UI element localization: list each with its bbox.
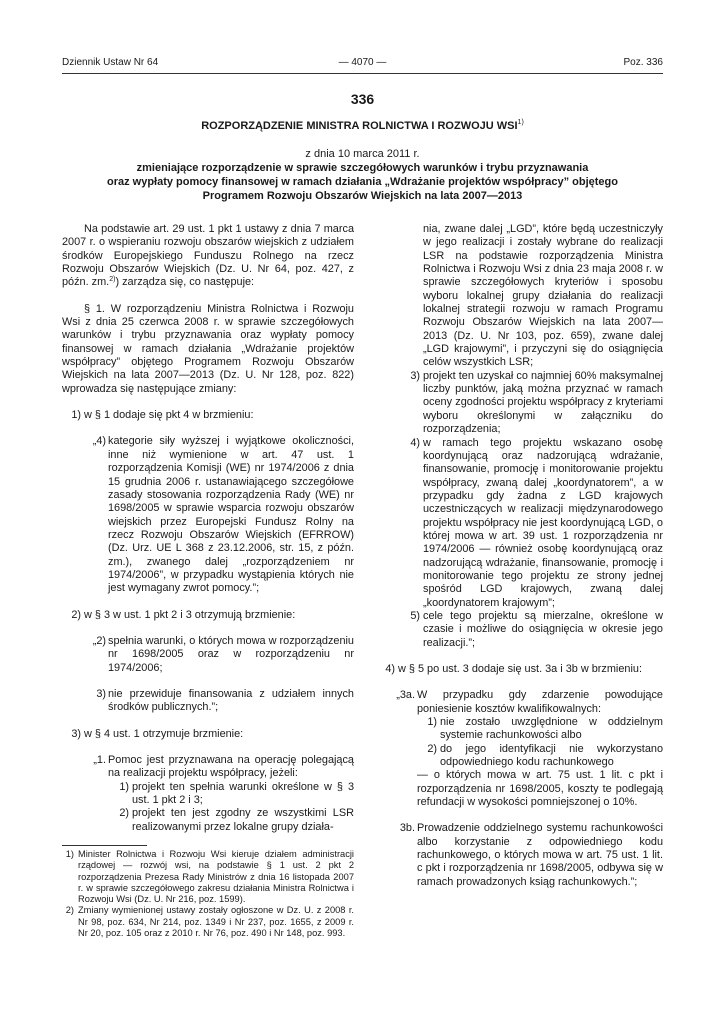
footnotes (62, 849, 354, 939)
list-item-continuation: nia, zwane dalej „LGD”, które będą uczestniczyły w jego realizacji i zostały wybrane do realizacji LSR na podstawie rozporządzenia Ministra Rolnictwa i Rozwoju Wsi z dnia 23 maja 2008 r. w sprawie szczegółowych kryteriów i sposobu wyboru lokalnej grupy działania do realizacji lokalnej strategii rozwoju w ramach Programu Rozwoju Obszarów Wiejskich na lata 2007—2013 (Dz. U. Nr 103, poz. 659), zwane dalej „LGD krajowymi”, i przyczyni się do osiągnięcia celów wszystkich LSR; (423, 223, 663, 369)
right-column (376, 223, 663, 889)
list-item: 3) nie przewiduje finansowania z udziałem innych środków publicznych.”; (96, 687, 354, 714)
regulation-date: z dnia 10 marca 2011 r. (305, 148, 420, 160)
page-number: — 4070 — (338, 57, 387, 68)
left-column (62, 223, 354, 834)
footnote-1: 1) Minister Rolnictwa i Rozwoju Wsi kieruje działem administracji rządowej — rozwój wsi, na podstawie § 1 ust. 2 pkt 2 rozporządzenia Prezesa Rady Ministrów z dnia 16 listopada 2007 r. w sprawie szczegółowego zakresu działania Ministra Rolnictwa i Rozwoju Wsi (Dz. U. Nr 216, poz. 1599). (65, 849, 354, 905)
list-item: 4) w § 5 po ust. 3 dodaje się ust. 3a i 3b w brzmieniu: (385, 663, 642, 675)
list-item: 2) do jego identyfikacji nie wykorzystano odpowiedniego kodu rachunkowego (427, 742, 663, 769)
list-item: 1) nie zostało uwzględnione w oddzielnym systemie rachunkowości albo (427, 716, 663, 742)
list-item-tail: — o których mowa w art. 75 ust. 1 lit. c pkt i rozporządzenia nr 1698/2005, koszty te podlegają refundacji w wysokości pomniejszonej o 10%. (417, 769, 663, 809)
regulation-subject: zmieniające rozporządzenie w sprawie szczegółowych warunków i trybu przyznawania oraz wypłaty pomocy finansowej w ramach działania „Wdrażanie projektów współpracy” objętego Programem Rozwoju Obszarów Wiejskich na lata 2007—2013 (106, 162, 618, 202)
list-item: 2) w § 3 w ust. 1 pkt 2 i 3 otrzymują brzmienie: (71, 608, 296, 621)
header-rule (62, 73, 663, 74)
list-item: „2) spełnia warunki, o których mowa w rozporządzeniu nr 1698/2005 oraz w rozporządzeniu nr 1974/2006; (92, 634, 354, 674)
list-item: „1. Pomoc jest przyznawana na operację polegającą na realizacji projektu współpracy, jeżeli: (93, 754, 354, 780)
footnote-ref-2[interactable]: 2) (109, 276, 116, 284)
footnote-2: 2) Zmiany wymienionej ustawy zostały ogłoszone w Dz. U. z 2008 r. Nr 98, poz. 634, Nr 214, poz. 1349 i Nr 237, poz. 1655, z 2009 r. Nr 20, poz. 105 oraz z 2010 r. Nr 76, poz. 490 i Nr 148, poz. 993. (65, 905, 354, 939)
list-item: 4) w ramach tego projektu wskazano osobę koordynującą oraz nadzorującą wdrażanie, finansowanie, promocję i monitorowanie projektu współpracy, zwaną dalej „koordynatorem”, a w przypadku gdy żadna z LGD krajowych uczestniczących w realizacji międzynarodowego projektu współpracy nie jest koordynującą LGD, o której mowa w art. 39 ust. 1 rozporządzenia nr 1974/2006 — również osobę koordynującą oraz nadzorującą wdrażanie, finansowanie, promocję i monitorowanie tego projektu ze strony jednej spośród LGD krajowych, zwaną dalej „koordynatorem krajowym”; (410, 436, 663, 609)
list-item: 3b. Prowadzenie oddzielnego systemu rachunkowości albo korzystanie z odpowiedniego kodu rachunkowego, o których mowa w art. 75 ust. 1 lit. c pkt i rozporządzenia nr 1698/2005, odbywa się w ramach prowadzonych ksiąg rachunkowych.”; (399, 822, 663, 888)
list-item: „3a. W przypadku gdy zdarzenie powodujące poniesienie kosztów kwalifikowalnych: (396, 689, 663, 715)
position-ref: Poz. 336 (623, 57, 663, 68)
footnote-rule (62, 845, 147, 846)
paragraph-1: § 1. W rozporządzeniu Ministra Rolnictwa i Rozwoju Wsi z dnia 25 czerwca 2008 r. w sprawie szczegółowych warunków i trybu przyznawania oraz wypłaty pomocy finansowej w ramach działania „Wdrażanie projektów współpracy” objętego Programem Rozwoju Obszarów Wiejskich na lata 2007—2013 (Dz. U. Nr 128, poz. 822) wprowadza się następujące zmiany: (62, 302, 354, 395)
list-item: 1) w § 1 dodaje się pkt 4 w brzmieniu: (71, 409, 254, 422)
list-item: 1) projekt ten spełnia warunki określone w § 3 ust. 1 pkt 2 i 3; (119, 780, 354, 807)
list-item: „4) kategorie siły wyższej i wyjątkowe okoliczności, inne niż wymienione w art. 47 ust. 1 rozporządzenia Komisji (WE) nr 1974/2006 z dnia 15 grudnia 2006 r. ustanawiającego szczegółowe zasady stosowania rozporządzenia Rady (WE) nr 1698/2005 w sprawie wsparcia rozwoju obszarów wiejskich przez Europejski Fundusz Rolny na rzecz Rozwoju Obszarów Wiejskich (EFRROW) (Dz. Urz. UE L 368 z 23.12.2006, str. 15, z późn. zm.), zwanego dalej „rozporządzeniem nr 1974/2006”, w przypadku wystąpienia których nie jest wymagany zwrot pomocy.”; (92, 435, 354, 595)
position-number: 336 (350, 91, 375, 107)
preamble: Na podstawie art. 29 ust. 1 pkt 1 ustawy z dnia 7 marca 2007 r. o wspieraniu rozwoju obszarów wiejskich z udziałem środków Europejskiego Funduszu Rolnego na rzecz Rozwoju Obszarów Wiejskich (Dz. U. Nr 64, poz. 427, z późn. zm.$^{2)}$) zarządza się, co następuje: (62, 223, 354, 289)
footnote-ref-1[interactable]: 1) (517, 119, 524, 126)
list-item: 3) projekt ten uzyskał co najmniej 60% maksymalnej liczby punktów, jaką można przyznać w ramach oceny zgodności projektu współpracy z kryteriami wyboru określonymi w załączniku do rozporządzenia; (410, 369, 663, 436)
list-item: 5) cele tego projektu są mierzalne, określone w czasie i możliwe do osiągnięcia w okresie jego realizacji.”; (410, 609, 663, 649)
list-item: 3) w § 4 ust. 1 otrzymuje brzmienie: (71, 727, 244, 740)
list-item: 2) projekt ten jest zgodny ze wszystkimi LSR realizowanymi przez lokalne grupy działa- (119, 807, 354, 833)
regulation-title: ROZPORZĄDZENIE MINISTRA ROLNICTWA I ROZWOJU WSI$^{1)}$ (201, 119, 524, 132)
journal-name: Dziennik Ustaw Nr 64 (62, 57, 159, 68)
